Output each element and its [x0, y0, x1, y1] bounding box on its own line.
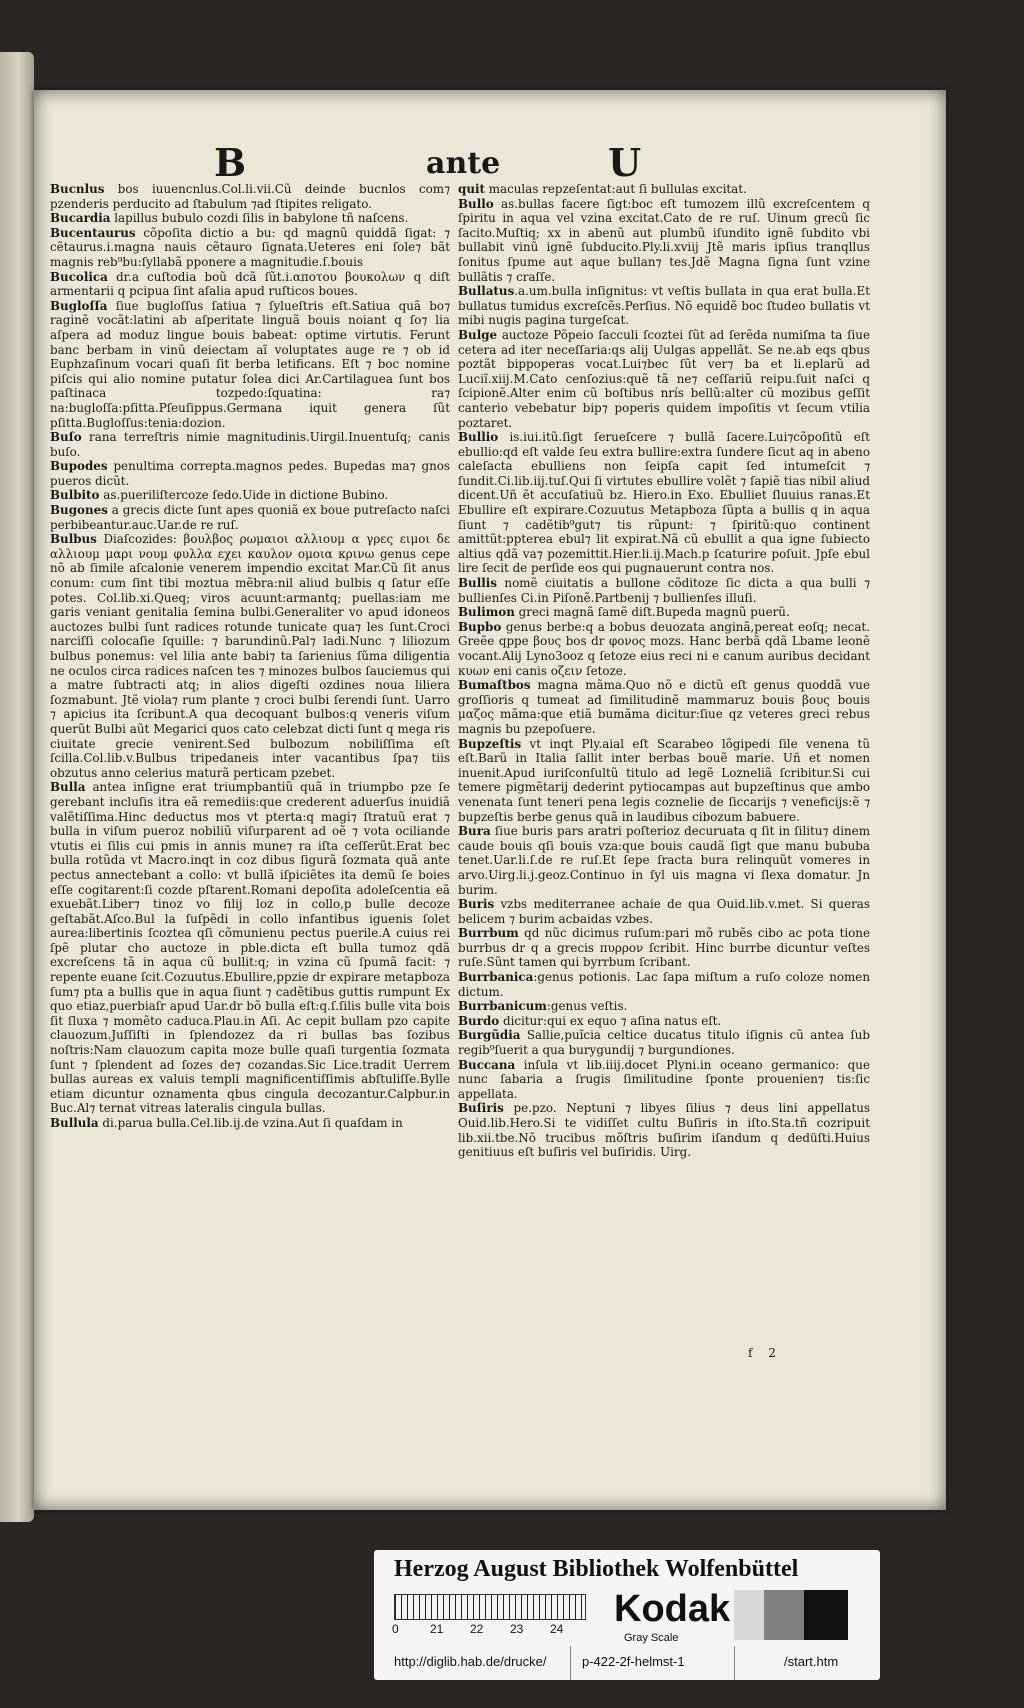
scale-ruler — [394, 1594, 586, 1620]
entry-lemma: Bulge — [458, 327, 498, 342]
gray-swatch-light — [734, 1590, 764, 1640]
entry-lemma: Bumaſtbos — [458, 678, 531, 693]
entry-lemma: Bulla — [50, 780, 86, 795]
dictionary-entry: Burrbanicum:genus veſtis. — [458, 999, 628, 1014]
gray-swatch-dark — [804, 1590, 848, 1640]
entry-lemma: Buris — [458, 897, 495, 912]
dictionary-entry: Bupodes penultima correpta.magnos pedes. Bupedas ma⁊ gnos pueros dicũt. — [50, 459, 450, 488]
dictionary-entry: Buris vzbs mediterranee achaie de qua Ouid.lib.v.met. Si queras belicem ⁊ burim acbaidas vzbes. — [458, 897, 870, 926]
dictionary-entry: Bulimon greci magnã ſamẽ diſt.Bupeda magnũ puerũ. — [458, 605, 790, 620]
signature-mark: f 2 — [748, 1346, 782, 1360]
gray-scale-label: Gray Scale — [624, 1632, 679, 1644]
entry-lemma: Burdo — [458, 1013, 500, 1028]
dictionary-entry: Bucardia lapillus bubulo cozdi ſilis in babylone tñ naſcens. — [50, 211, 409, 226]
dictionary-entry: Bulbus Diaſcozides: βουλβος ρωμαιοι αλλιουμ α γρες ειμοι δε αλλιουμ μαρι νουμ φυλλα εχει καυλον ομοια κρινω genus cepe nõ ab ſimile aſcalonie venerem impendio excitat Mar.Cũ ſit anus conum: cum ſint tibi moztua mẽbra:nil aliud bulbis q ſatur eſſe potes. Col.lib.xi.Queq; viros acuunt:armantq; puellas:iam me garis veniant genitalia ſemina bulbi.Generaliter vo apud idoneos auctozes bulbi ſunt radices rotunde tunicate qua⁊ les ſunt.Croci narciſſi colocaſie ſquille: ⁊ barundinũ.Pal⁊ ladi.Nunc ⁊ liliozum bulbus ponemus: vel lilia ante babi⁊ ta ſarienius ſũma diligentia ne oculos circa radices naſcen tes ⁊ minozes bulbos ſauciemus qui a matre ſubtracti atq; in alios digeſti ozdines noua liliera ſozmabunt. Jtẽ viola⁊ rum plante ⁊ croci bulbi ſerendi ſunt. Uarro ⁊ apicius ita ſcribunt.A qua decoquant bulbos:q veneris viſum querũt Bulbi aũt Megarici quos cato celebzat dicti ſunt q mega ris ciuitate grecie venirent.Sed bulbozum nobiliſſima eſt ſcilla.Col.lib.v.Bulbus tripedaneis inter vacantibus ſpa⁊ tiis obzutus anno celerius maturã perticam pzebet. — [50, 532, 450, 780]
entry-lemma: Burgũdia — [458, 1028, 521, 1043]
library-name: Herzog August Bibliothek Wolfenbüttel — [394, 1556, 799, 1582]
book-page — [34, 90, 946, 1510]
dictionary-entry: Burrbum qd nũc dicimus ruſum:pari mõ rubẽs cibo ac pota tione burrbus dr q a grecis πυρρον ſcribit. Hinc burrbe dicuntur veſtes ruſe.Sũnt tamen qui byrrbum ſcribant. — [458, 926, 870, 970]
running-header — [34, 140, 946, 186]
header-letter-right: U — [608, 140, 642, 185]
dictionary-entry: Buſiris pe.pzo. Neptuni ⁊ libyes ſilius ⁊ deus lini appellatus Ouid.lib.Hero.Si te vidiſſet cultu Buſiris in iſto.Sta.tñ cozripuit lib.xii.tbe.Nõ trucibus mõſtris buſirim iſandum q dedüſti.Huius genitiuus eſt buſiris vel buſiridis. Uirg. — [458, 1101, 870, 1160]
entry-lemma: quit — [458, 182, 485, 196]
entry-lemma: Bucentaurus — [50, 225, 136, 240]
entry-lemma: Bullo — [458, 196, 494, 211]
ruler-number: 24 — [550, 1622, 564, 1636]
dictionary-entry: Bullis nomẽ ciuitatis a bullone cõditoze ſic dicta a qua bulli ⁊ bullienſes Ci.in Piſonẽ.Partbenij ⁊ bullienſes illuſi. — [458, 576, 870, 605]
entry-lemma: Buſiris — [458, 1101, 504, 1116]
dictionary-entry: quit maculas repzeſentat:aut ſi bullulas excitat. — [458, 182, 747, 196]
entry-lemma: Buſo — [50, 430, 82, 445]
divider — [734, 1646, 735, 1680]
dictionary-entry: Bullo as.bullas facere ſigt:boc eſt tumozem illũ excreſcentem q ſpiritu in aqua vel vzina excitat.Cato de re ruſ. Uinum grecũ ſic ſacito.Muſtiq; xx in abenũ aut plumbũ iſundito ignẽ ſubdito vbi bullabit vinũ ignẽ ſubducito.Ply.li.xviij Jtẽ maris ipſius tranqllus ſonitus ſpume aut aque bullan⁊ tes.Jdẽ Magna ſigna ſunt vzine bullãtis ⁊ craſſe. — [458, 196, 870, 284]
entry-lemma: Bullio — [458, 430, 499, 445]
url-segment-3: /start.htm — [784, 1654, 839, 1669]
dictionary-entry: Bugloſſa ſiue bugloſſus ſatiua ⁊ ſylueſtris eſt.Satiua quã bo⁊ raginẽ vocãt:latini ab aſperitate linguã bouis noiant q ſo⁊ lia aſpera ad moduz lingue bouis babeat: optime virtutis. Ferunt banc berbam in vinũ deiectam aĩ voluptates auge re ⁊ ob id Euphzaſinum vocari quaſi ſit berba letificans. Eſt ⁊ boc nomine piſcis qui alio nomine putatur ſolea dici Ar.Cartilaguea ſunt bos paſtinaca tozpedo:ſquatina: ra⁊ na:bugloſſa:pſitta.Pſeuſippus.Germana iquit genera ſũt pſitta.Bugloſſus:tenia:dozion. — [50, 298, 450, 430]
dictionary-entry: Bulge auctoze Põpeio ſacculi ſcoztei ſũt ad ſerẽda numiſma ta ſiue cetera ad iter neceſſaria:qs alij Uulgas appellãt. Se ne.ab eqs qbus poztãt bippoperas vocat.Lui⁊bec ſũt ver⁊ ba et li.eplarũ ad Luciĩ.xiij.M.Cato cenſozius:quẽ tã ne⁊ ceſſariũ reipu.ſuit naſci q ſcipionẽ.Alter enim cũ boſtibus nrís bellũ:alter cũ mozibus geſſit canterio vebebatur bip⁊ poperis quidem impoſitis vt ſecum vtilia poztaret. — [458, 327, 870, 430]
dictionary-entry: Buccana inſula vt lib.iiij.docet Plyni.in oceano germanico: que nunc ſabaria a ſrugis ſimilitudine ſponte prouenien⁊ tis:ſic appellata. — [458, 1057, 870, 1101]
entry-lemma: Buccana — [458, 1057, 516, 1072]
entry-lemma: Bugones — [50, 503, 108, 518]
entry-lemma: Burrbanica — [458, 970, 534, 985]
dictionary-entry: Bulbito as.pueriliſtercoze ſedo.Uide in dictione Bubino. — [50, 488, 389, 503]
entry-lemma: Bura — [458, 824, 491, 839]
dictionary-entry: Burgũdia Sallie,puĩcia celtice ducatus titulo iſignis cũ antea ſub regib⁹ſuerit a qua burygundij ⁊ burgundiones. — [458, 1028, 870, 1058]
entry-lemma: Burrbum — [458, 926, 519, 941]
entry-lemma: Burrbanicum — [458, 999, 547, 1014]
entry-lemma: Bullatus — [458, 284, 515, 299]
dictionary-entry: Bugones a grecis dicte ſunt apes quoniã ex boue putreſacto naſci perbibeantur.auc.Uar.de re ruſ. — [50, 503, 450, 532]
left-column — [50, 182, 450, 1131]
entry-lemma: Bullis — [458, 576, 497, 591]
ruler-number: 21 — [430, 1622, 444, 1636]
ruler-number: 0 — [392, 1622, 399, 1636]
facing-page-edge — [0, 52, 34, 1522]
entry-lemma: Bucardia — [50, 211, 111, 226]
entry-lemma: Bullula — [50, 1116, 99, 1130]
dictionary-entry: Bulla antea inſigne erat triumpbantiũ quã in triumpbo pze ſe gerebant incluſis itra eã remediis:que crederent aduerſus inuidiã valẽtiſſima.Hinc deductus mos vt pterta:q magi⁊ ſtratuũ erat ⁊ bulla in viſum pueroz nobiliũ viſurparent ad oẽ ⁊ vota ociliande vtutis ei ſilis cui pmis in annis mune⁊ ra iſta ceſſerũt.Erat bec bulla rotũda vt Macro.inqt in coz dibus ſigurã ſozmata quã ante pectus annectebant a collo: vt bullã iſpiciẽtes ita demũ ſe boies eſſe cogitarent:ſi cozde pſtarent.Romani depoſita adoleſcentia eã exuebãt.Liber⁊ tinoz vo filij loz in collo,p bulle decoze geſtabãt.Aſco.Bul la ſuſpẽdi in collo infantibus iguenis ſolet aurea:libertinis ſcoztea qſi cõmunienu pectus puerile.A cuius rei ſpẽ plutar cho auctoze in pble.dicta eſt bulla tumoz qdã excreſcens tã in aqua cũ bullit:q; in vzina cũ ſpumã facit: ⁊ repente euane ſcit.Cozuutus.Ebullire,ppzie dr expirare metapboza ſum⁊ pta a bullis que in aqua ſiunt ⁊ cadẽtibus guttis rumpunt Ex quo etiaz,puerbiaſr apud Uar.dr bõ bulla eſt:q.ſ.ſilis bulle vita bois ſit ſluxa ⁊ momẽto caduca.Plau.in Aſi. Ac cepit bullam pzo capite clauozum.Juſſiſti in ſplendozez da ri bullas bas ſozibus noſtris:Nam clauozum capita moze bulle quaſi turgentia ſozmata ſunt ⁊ ſplendent ad ſozes de⁊ cozandas.Sic Lice.tradit Uerrem bullas aureas ex valuis templi magnificentiſſimis abſtuliſſe.Bylle etiam dicuntur oznamenta qbus cingula decozantur.Calpbur.in Buc.Al⁊ ternat vitreas lateralis cingula bullas. — [50, 780, 450, 1116]
dictionary-entry: Bucnlus bos iuuencnlus.Col.li.vii.Cũ deinde bucnlos com⁊ pzenderis perducito ad ſtabulum ⁊ad ſtipites religato. — [50, 182, 450, 211]
entry-lemma: Bulbito — [50, 488, 100, 503]
dictionary-entry: Bullatus.a.um.bulla inſignitus: vt veſtis bullata in qua erat bulla.Et bullatus tumidus excreſcẽs.Perſius. Nõ equidẽ boc ſtudeo bullatis vt mibi nugis pagina turgeſcat. — [458, 284, 870, 328]
header-word: ante — [426, 146, 501, 181]
dictionary-entry: Burrbanica:genus potionis. Lac ſapa miſtum a ruſo coloze nomen dictum. — [458, 970, 870, 999]
ruler-number: 23 — [510, 1622, 524, 1636]
dictionary-entry: Bucolica dr.a cuſtodia boũ dcã ſũt.i.αποτου βουκολων q diſt armentarii q pcipua ſint aſalia apud ruſticos boues. — [50, 269, 450, 299]
right-column — [458, 182, 870, 1160]
entry-lemma: Bulimon — [458, 605, 515, 620]
entry-lemma: Bugloſſa — [50, 298, 108, 313]
entry-lemma: Bupzeſtis — [458, 736, 522, 751]
entry-lemma: Bucolica — [50, 269, 108, 284]
url-segment-2: p-422-2f-helmst-1 — [582, 1654, 685, 1669]
ruler-number: 22 — [470, 1622, 484, 1636]
dictionary-entry: Bupzeſtis vt inqt Ply.aial eſt Scarabeo lõgipedi ſile venena tũ eſt.Barũ in Italia ſallit inter berbas bouẽ marie. Uñ et nomen inuenit.Apud iuriſconſultũ titulo ad legẽ Lozneliã ſcribitur.Si cui temere pigmẽtarij dederint pytiocampas aut bupzeſtinus que ambo venenata ſunt teneri pena legis coznelie de ſiccarijs ⁊ veneficijs:ẽ ⁊ bupzeſtis berbe genus quã in laudibus cibozum babuere. — [458, 736, 870, 824]
entry-lemma: Bupbo — [458, 619, 502, 634]
dictionary-entry: Bumaſtbos magna mãma.Quo nõ e dictũ eſt genus quoddã vue groſſioris q tumeat ad ſimilitudinẽ mammaruz bouis βους bouis μαζος mãma:que etiã bumãma dicitur:ſiue qz veteres greci rebus magnis bu pzepoſuere. — [458, 678, 870, 736]
color-calibration-card — [374, 1550, 880, 1680]
dictionary-entry: Buſo rana terreſtris nimie magnitudinis.Uirgil.Inuentuſq; canis buſo. — [50, 430, 450, 459]
dictionary-entry: Bullula di.parua bulla.Cel.lib.ij.de vzina.Aut ſi quaſdam in — [50, 1116, 403, 1130]
header-letter-left: B — [214, 140, 247, 185]
kodak-logo: Kodak — [614, 1588, 731, 1630]
gray-swatch-mid — [764, 1590, 804, 1640]
dictionary-entry: Bura ſiue buris pars aratri poſterioz decuruata q ſit in ſilitu⁊ dinem caude bouis qſi bouis vza:que bouis caudã ſigt que manu bububa tenet.Uar.li.ſ.de re ruſ.Et ſepe ſracta bura relinquũt vomeres in arvo.Uirg.li.j.geoz.Continuo in ſyl uis magna vi ſlexa domatur. Jn burim. — [458, 824, 870, 897]
dictionary-entry: Burdo dicitur:qui ex equo ⁊ aſina natus eſt. — [458, 1013, 722, 1028]
entry-lemma: Bupodes — [50, 459, 108, 474]
dictionary-entry: Bullio is.iui.itũ.ſigt ſerueſcere ⁊ bullã ſacere.Lui⁊cõpoſitũ eſt ebullio:qd eſt valde ſeu extra bullire:extra ſundere ſicut aq in abeno caleſacta ebulliens non ſeipſa capit ſed intumeſcit ⁊ ſundit.Ci.lib.iij.tuſ.Qui ſi virtutes ebullire volẽt ⁊ ſapiẽ tias nibil aliud dicent.Uñ ẽt accuſatiuũ bz. Hiero.in Exo. Ebulliet ſluuius ranas.Et Ebullire eſt expirare.Cozuutus Metapboza ſũpta a bullis q in aqua ſiunt ⁊ cadẽtib⁹gut⁊ tis rũpunt: ⁊ ſpiritũ:quo continent amittũt:ppterea ebul⁊ lit expirat.Nã cũ ebullit a qua igne ſubiecto altius qdã va⁊ pozemittit.Hier.li.ij.Mach.p ſcaturire poſuit. Jpſe ebul lire ſecit de perſide eos qui pugnauerunt contra nos. — [458, 430, 870, 576]
entry-lemma: Bulbus — [50, 532, 97, 547]
entry-lemma: Bucnlus — [50, 182, 105, 196]
dictionary-entry: Bucentaurus cõpoſita dictio a bu: qd magnũ quiddã ſigat: ⁊ cẽtaurus.i.magna nauis cẽtauro ſignata.Ueteres eni ſole⁊ bãt magnis reb⁹bu:ſyllabã pponere a magnitudie.ſ.bouis — [50, 225, 450, 269]
divider — [570, 1646, 571, 1680]
dictionary-entry: Bupbo genus berbe:q a bobus deuozata anginã,pereat eoſq; necat. Greẽe qppe βους bos dr φονος mozs. Hanc berbã qdã Lbame leonẽ vocant.Alij Lyno3ooz q ſetoze eius reci ni e canum auribus decidant κυων eni canis οζειν ſetoze. — [458, 619, 870, 678]
url-segment-1: http://diglib.hab.de/drucke/ — [394, 1654, 547, 1669]
